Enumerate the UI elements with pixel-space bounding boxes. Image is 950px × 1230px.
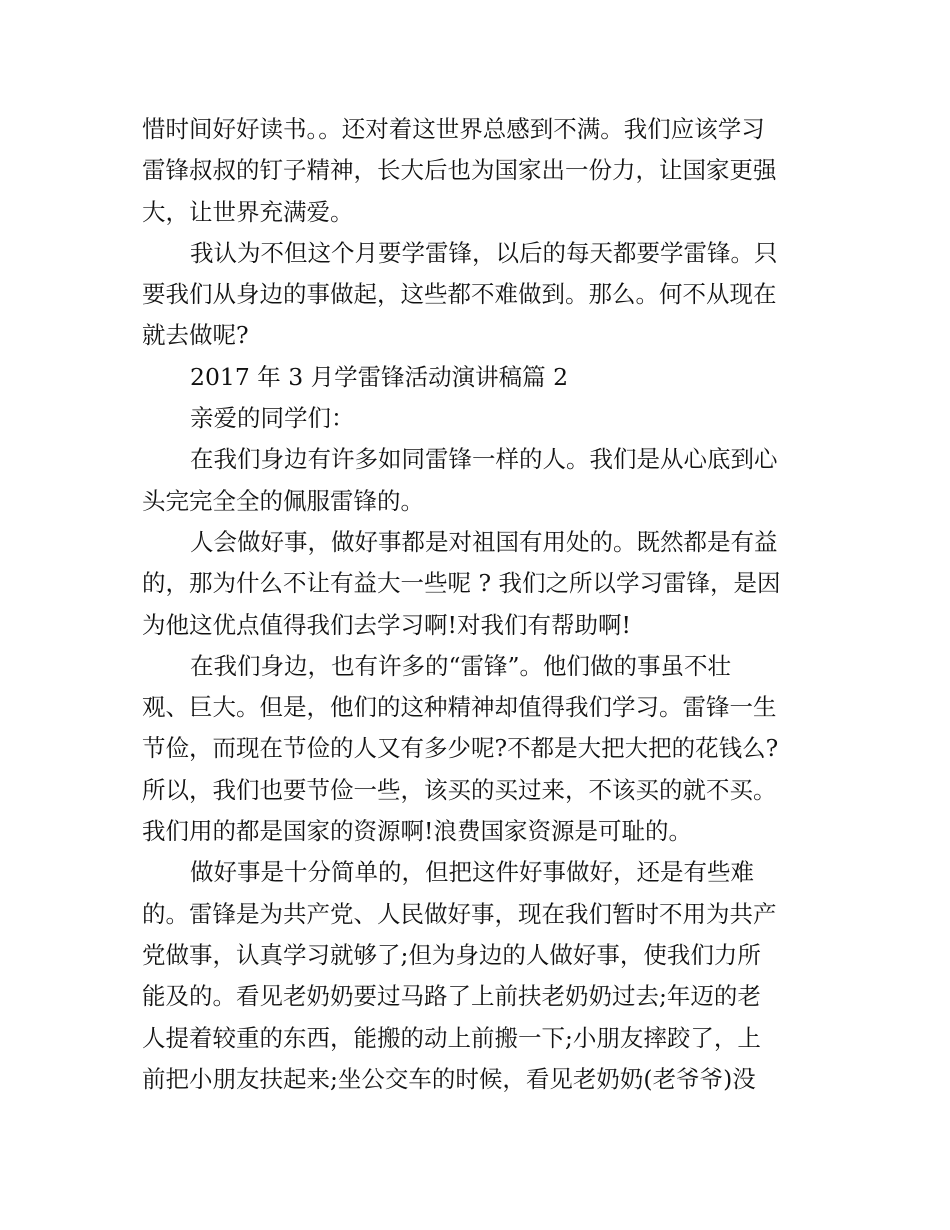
text-line: 的，那为什么不让有益大一些呢 ? 我们之所以学习雷锋，是因	[142, 569, 781, 598]
text-line: 能及的。看见老奶奶要过马路了上前扶老奶奶过去;年迈的老	[142, 982, 761, 1011]
text-line: 观、巨大。但是，他们的这种精神却值得我们学习。雷锋一生	[142, 693, 777, 722]
text-line: 雷锋叔叔的钉子精神，长大后也为国家出一份力，让国家更强	[142, 156, 777, 185]
text-line: 党做事，认真学习就够了;但为身边的人做好事，使我们力所	[142, 940, 761, 969]
text-line: 为他这优点值得我们去学习啊!对我们有帮助啊!	[142, 610, 631, 639]
text-line: 我们用的都是国家的资源啊!浪费国家资源是可耻的。	[142, 817, 692, 846]
text-line: 人提着较重的东西，能搬的动上前搬一下;小朋友摔跤了，上	[142, 1023, 761, 1052]
paragraph-first-line: 人会做好事，做好事都是对祖国有用处的。既然都是有益	[190, 527, 778, 556]
text-line: 就去做呢?	[142, 321, 249, 350]
text-line: 的。雷锋是为共产党、人民做好事，现在我们暂时不用为共产	[142, 899, 777, 928]
paragraph-first-line: 我认为不但这个月要学雷锋，以后的每天都要学雷锋。只	[190, 238, 778, 267]
document-body	[142, 109, 822, 1100]
text-line: 头完完全全的佩服雷锋的。	[142, 486, 424, 515]
text-line: 惜时间好好读书。。还对着这世界总感到不满。我们应该学习	[142, 115, 765, 143]
paragraph-first-line: 做好事是十分简单的，但把这件好事做好，还是有些难	[190, 858, 754, 887]
text-line: 要我们从身边的事做起，这些都不难做到。那么。何不从现在	[142, 280, 777, 309]
text-line: 大，让世界充满爱。	[142, 197, 354, 226]
paragraph-first-line: 在我们身边有许多如同雷锋一样的人。我们是从心底到心	[190, 445, 778, 474]
salutation: 亲爱的同学们：	[190, 404, 355, 433]
paragraph-first-line: 在我们身边，也有许多的“雷锋”。他们做的事虽不壮	[190, 651, 732, 680]
text-line: 所以，我们也要节俭一些，该买的买过来，不该买的就不买。	[142, 775, 777, 804]
text-line: 前把小朋友扶起来;坐公交车的时候，看见老奶奶(老爷爷)没	[142, 1064, 756, 1093]
text-line: 节俭，而现在节俭的人又有多少呢?不都是大把大把的花钱么?	[142, 734, 779, 763]
section-heading: 2017 年 3 月学雷锋活动演讲稿篇 2	[190, 362, 569, 391]
